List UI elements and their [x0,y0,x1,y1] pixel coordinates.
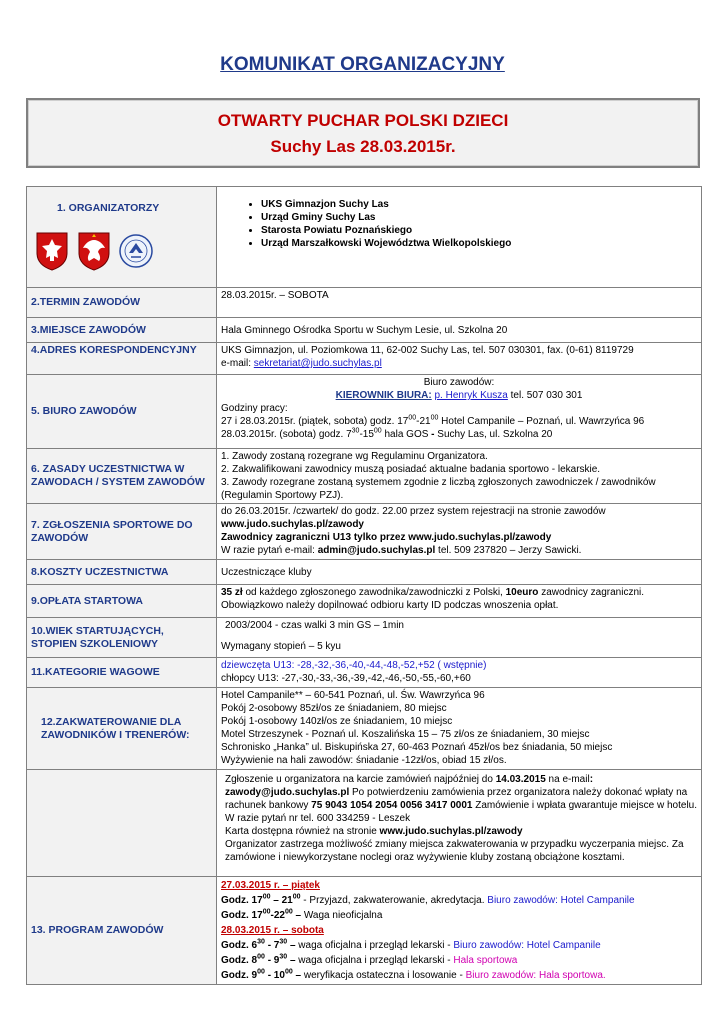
entries-contact: W razie pytań e-mail: admin@judo.suchylas.pl tel. 509 237820 – Jerzy Sawicki. [221,545,582,556]
poviat-logo-icon [119,231,153,271]
accommodation-line: Wyżywienie na hali zawodów: śniadanie -12zł/os, obiad 15 zł/os. [221,755,507,766]
program-value [217,877,702,985]
office-label: 5. BIURO ZAWODÓW [27,375,217,449]
place-label: 3.MIEJSCE ZAWODÓW [27,318,217,343]
program-item: Godz. $8^{00} - 9^{30}$ – waga oficjalna i przegląd lekarski - Hala sportowa [221,953,518,966]
accommodation-line: Motel Strzeszynek - Poznań ul. Koszalińska 15 – 75 zł/os ze śniadaniem, 30 miejsc [221,729,590,740]
info-table [26,186,702,985]
fee-note: Obowiązkowo należy dopilnować odbioru karty ID podczas wnoszenia opłat. [221,600,559,611]
accommodation-booking-label [27,770,217,877]
accommodation-line: Schronisko „Hanka” ul. Biskupińska 27, 60-463 Poznań 45zł/os bez śniadania, 50 miejsc [221,742,613,753]
table-row [27,449,702,504]
entries-value [217,504,702,560]
hours-line-2: 28.03.2015r. (sobota) godz. $7^{30}-15^{00}$ hala GOS - Suchy Las, ul. Szkolna 20 [221,427,553,440]
address-label: 4.ADRES KORESPONDENCYJNY [27,343,217,375]
table-row [27,504,702,560]
bank-account: 75 9043 1054 2054 0056 3417 0001 [311,800,473,811]
weights-label: 11.KATEGORIE WAGOWE [27,658,217,688]
event-header [26,98,700,168]
term-label: 2.TERMIN ZAWODÓW [27,288,217,318]
costs-label: 8.KOSZTY UCZESTNICTWA [27,560,217,585]
costs-value: Uczestniczące kluby [217,560,702,585]
accommodation-label: 12.ZAKWATEROWANIE DLA ZAWODNIKÓW I TRENERÓW: [27,688,217,770]
table-row [27,770,702,877]
hours-label: Godziny pracy: [221,403,288,414]
age-line: Wymagany stopień – 5 kyu [221,641,341,652]
rules-line: 2. Zakwalifikowani zawodnicy muszą posiadać aktualne badania sportowo - lekarskie. [221,464,601,475]
event-place-date: Suchy Las 28.03.2015r. [270,137,456,156]
term-value: 28.03.2015r. – SOBOTA [217,288,702,318]
program-item: Godz. $17^{00} - 21^{00}$ - Przyjazd, zakwaterowanie, akredytacja. Biuro zawodów: Hotel Campanile [221,893,635,906]
list-item: • Urząd Gminy Suchy Las [261,211,697,224]
table-row [27,343,702,375]
rules-line: 1. Zawody zostaną rozegrane wg Regulaminu Organizatora. [221,451,488,462]
hours-line-1: 27 i 28.03.2015r. (piątek, sobota) godz. $17^{00}-21^{00}$ Hotel Campanile – Poznań, ul. Wawrzyńca 96 [221,414,645,427]
address-line: UKS Gimnazjon, ul. Poziomkowa 11, 62-002 Suchy Las, tel. 507 030301, fax. (0-61) 8119729 [221,345,634,356]
entries-url[interactable]: www.judo.suchylas.pl/zawody [221,519,364,530]
age-value [217,618,702,658]
accommodation-line: Pokój 2-osobowy 85zł/os ze śniadaniem, 80 miejsc [221,703,447,714]
entries-label: 7. ZGŁOSZENIA SPORTOWE DO ZAWODÓW [27,504,217,560]
age-label: 10.WIEK STARTUJĄCYCH, STOPIEN SZKOLENIOWY [27,618,217,658]
accommodation-value [217,688,702,770]
address-email-line [221,357,697,370]
chief-label: KIEROWNIK BIURA: [335,390,432,401]
entries-email[interactable]: admin@judo.suchylas.pl [317,545,436,556]
event-name: OTWARTY PUCHAR POLSKI DZIECI [217,111,509,130]
office-chief [221,389,697,402]
logos [35,231,212,271]
age-line: 2003/2004 - czas walki 3 min GS – 1min [225,620,404,631]
chief-name: p. Henryk Kusza [434,390,508,401]
organizers-label-cell [27,187,217,288]
rules-value [217,449,702,504]
email-label: e-mail: [221,358,254,369]
list-item: • UKS Gimnazjon Suchy Las [261,198,697,211]
table-row [27,877,702,985]
entries-foreign: Zawodnicy zagraniczni U13 tylko przez www.judo.suchylas.pl/zawody [221,532,552,543]
table-row [27,585,702,618]
office-heading: Biuro zawodów: [423,377,495,388]
weights-boys: chłopcy U13: -27,-30,-33,-36,-39,-42,-46,-50,-55,-60,+60 [221,673,471,684]
rules-label: 6. ZASADY UCZESTNICTWA W ZAWODACH / SYSTEM ZAWODÓW [27,449,217,504]
organizers-list-cell [217,187,702,288]
place-value: Hala Gminnego Ośrodka Sportu w Suchym Lesie, ul. Szkolna 20 [217,318,702,343]
weights-girls: dziewczęta U13: -28,-32,-36,-40,-44,-48,-52,+52 ( wstępnie) [221,660,487,671]
fee-value: 35 zł od każdego zgłoszonego zawodnika/zawodniczki z Polski, 10euro zawodnicy zagraniczni. Obowiązkowo należy dopilnować odbioru karty ID podczas wnoszenia opłat. [217,585,702,618]
table-row [27,688,702,770]
list-item: • Urząd Marszałkowski Województwa Wielkopolskiego [261,237,697,250]
table-row [27,288,702,318]
organizers-list [221,198,697,250]
accommodation-booking: Zgłoszenie u organizatora na karcie zamówień najpóźniej do 14.03.2015 na e-mail: zawody@judo.suchylas.pl Po potwierdzeniu zamówienia przez organizatora należy dokonać wpłaty na rachunek bankowy 75 9043 1054 2054 0056 3417 0001 Zamówienie i wpłata gwarantuje miejsce w hotelu. W razie pytań nr tel. 600 334259 - Leszek Karta dostępna również na stronie www.judo.suchylas.pl/zawody Organizator zastrzega możliwość zmiany miejsca zakwaterowania w przypadku wyczerpania miejsc. Za zamówione i niewykorzystane noclegi oraz wyżywienie kluby zostaną obciążone kosztami. [217,770,702,877]
table-row [27,618,702,658]
rules-line: 3. Zawody rozegrane zostaną systemem zgodnie z liczbą zgłoszonych zawodniczek / zawodników (Regulamin Sportowy PZJ). [221,477,656,501]
address-email-link[interactable]: sekretariat@judo.suchylas.pl [253,358,382,369]
table-row [27,658,702,688]
fee-label: 9.OPŁATA STARTOWA [27,585,217,618]
booking-email[interactable]: zawody@judo.suchylas.pl [225,787,350,798]
booking-url[interactable]: www.judo.suchylas.pl/zawody [379,826,523,837]
accommodation-line: Hotel Campanile** – 60-541 Poznań, ul. Św. Wawrzyńca 96 [221,690,485,701]
program-item: Godz. $9^{00} - 10^{00}$ – weryfikacja ostateczna i losowanie - Biuro zawodów: Hala sportowa. [221,968,606,981]
weights-value [217,658,702,688]
office-value [217,375,702,449]
table-row [27,318,702,343]
entries-line: do 26.03.2015r. /czwartek/ do godz. 22.00 przez system rejestracji na stronie zawodów [221,506,606,517]
chief-phone: tel. 507 030 301 [507,390,583,401]
organizers-label: 1. ORGANIZATORZY [57,202,160,214]
program-label: 13. PROGRAM ZAWODÓW [27,877,217,985]
page-title: KOMUNIKAT ORGANIZACYJNY [220,54,505,75]
table-row [27,375,702,449]
coat-of-arms-wielkopolska-icon [77,231,111,271]
program-item: Godz. $17^{00}-22^{00}$ – Waga nieoficjalna [221,908,383,921]
program-day-2: 28.03.2015 r. – sobota [221,925,324,936]
address-value [217,343,702,375]
program-day-1: 27.03.2015 r. – piątek [221,880,320,891]
program-item: Godz. $6^{30} - 7^{30}$ – waga oficjalna i przegląd lekarski - Biuro zawodów: Hotel Campanile [221,938,601,951]
coat-of-arms-suchy-las-icon [35,231,69,271]
table-row [27,560,702,585]
list-item: • Starosta Powiatu Poznańskiego [261,224,697,237]
table-row [27,187,702,288]
booking-note: Organizator zastrzega możliwość zmiany miejsca zakwaterowania w przypadku wyczerpania miejsc. Za zamówione i niewykorzystane noclegi oraz wyżywienie kluby zostaną obciążone kosztami. [225,839,684,863]
accommodation-line: Pokój 1-osobowy 140zł/os ze śniadaniem, 10 miejsc [221,716,453,727]
